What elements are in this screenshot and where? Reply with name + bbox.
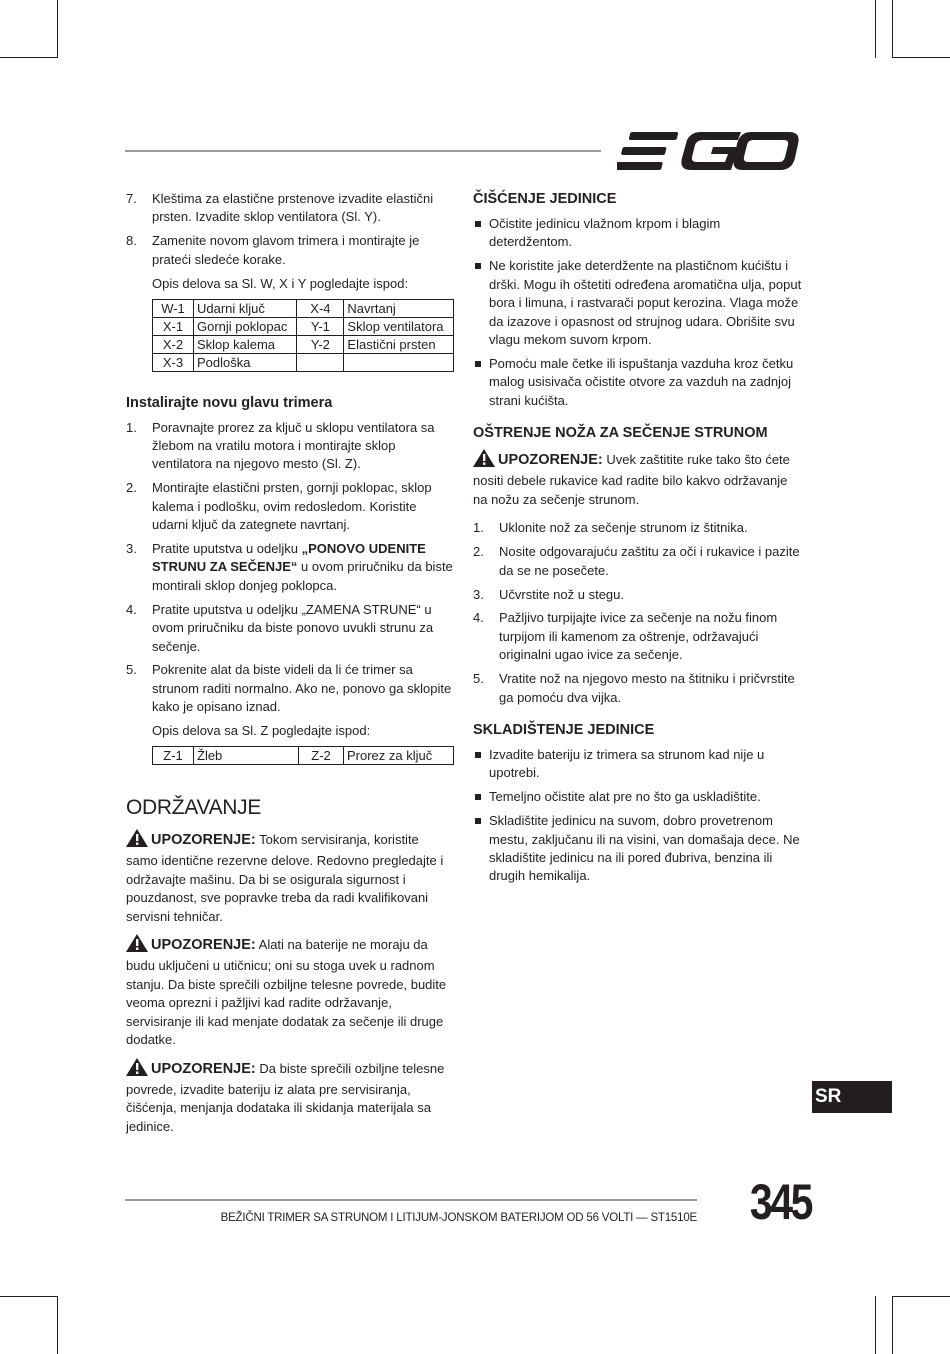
sharpen-heading: OŠTRENJE NOŽA ZA SEČENJE STRUNOM xyxy=(473,425,768,442)
list-item: Temeljno očistite alat pre no što ga uskladištite. xyxy=(473,788,803,806)
ego-logo xyxy=(617,130,801,172)
crop-mark xyxy=(0,57,58,58)
footer-rule xyxy=(125,1199,697,1201)
table-row: Z-1 Žleb Z-2 Prorez za ključ xyxy=(153,747,454,765)
table-row: X-3 Podloška xyxy=(153,353,454,371)
cleaning-list xyxy=(473,215,803,410)
warning-triangle-icon xyxy=(126,829,148,852)
ego-logo-icon xyxy=(617,130,801,172)
parts-table-z xyxy=(152,746,454,765)
sharpen-steps-list xyxy=(473,519,803,707)
section-reference: „PONOVO UDENITE STRUNU ZA SEČENJE“ xyxy=(152,540,426,575)
list-item: 3. Pratite uputstva u odeljku „PONOVO UDENITE STRUNU ZA SEČENJE“ u ovom priručniku da biste montirali sklop donjeg poklopca. xyxy=(126,540,453,593)
list-item: 3. Učvrstite nož u stegu. xyxy=(473,586,624,602)
list-item: Pomoću male četke ili ispuštanja vazduha kroz četku malog usisivača očistite otvore za vazduh na zadnjoj strani kućišta. xyxy=(473,355,803,410)
warning-paragraph: UPOZORENJE: Alati na baterije ne moraju da budu uključeni u utičnicu; oni su stoga uvek u radnom stanju. Da biste sprečili ozbiljne telesne povrede, budite veoma oprezni i pažljivi kad radite održavanje, servisiranje ili kad menjate dodatak za sečenje ili druge dodatke. xyxy=(126,934,454,1049)
steps-top-list xyxy=(126,190,454,269)
crop-mark xyxy=(875,0,876,58)
warning-triangle-icon xyxy=(126,1058,148,1081)
crop-mark xyxy=(892,1296,950,1297)
header-rule xyxy=(125,150,601,152)
list-item: 5. Pokrenite alat da biste videli da li će trimer sa strunom raditi normalno. Ako ne, ponovo ga sklopite kako je opisano iznad. xyxy=(126,662,452,715)
list-item: 8. Zamenite novom glavom trimera i montirajte je prateći sledeće korake. xyxy=(126,233,420,267)
crop-mark xyxy=(892,57,950,58)
table-row: X-2 Sklop kalema Y-2 Elastični prsten xyxy=(153,335,454,353)
install-steps-list xyxy=(126,419,454,717)
list-item: 2. Nosite odgovarajuću zaštitu za oči i rukavice i pazite da se ne posečete. xyxy=(473,544,800,578)
crop-mark xyxy=(892,0,893,58)
storage-list xyxy=(473,746,803,886)
warning-paragraph: UPOZORENJE: Tokom servisiranja, koristite samo identične rezervne delove. Redovno pregledajte i održavajte mašinu. Da bi se osigurala sigurnost i pouzdanost, sve popravke treba da radi kvalifikovani servisni tehničar. xyxy=(126,829,454,926)
parts-intro: Opis delova sa Sl. W, X i Y pogledajte ispod: xyxy=(152,275,409,291)
left-column xyxy=(126,190,454,1144)
cleaning-heading: ČIŠĆENJE JEDINICE xyxy=(473,191,617,207)
crop-mark xyxy=(57,1296,58,1354)
list-item: Skladištite jedinicu na suvom, dobro provetrenom mestu, zaključanu ili na visini, van domašaja dece. Ne skladištite jedinicu na ili pored đubriva, benzina ili drugih hemikalija. xyxy=(473,812,803,886)
parts-intro: Opis delova sa Sl. Z pogledajte ispod: xyxy=(152,723,371,739)
warning-paragraph: UPOZORENJE: Uvek zaštitite ruke tako što ćete nositi debele rukavice kad radite bilo kakvo održavanje na nožu za sečenje strunom. xyxy=(473,449,803,509)
parts-table-wxy xyxy=(152,299,454,372)
right-column xyxy=(473,190,803,891)
maintenance-heading: ODRŽAVANJE xyxy=(126,796,262,820)
list-item: Očistite jedinicu vlažnom krpom i blagim deterdžentom. xyxy=(473,215,803,252)
list-item: 4. Pažljivo turpijajte ivice za sečenje na nožu finom turpijom ili kamenom za oštrenje, održavajući originalni ugao ivice za sečenje. xyxy=(473,610,778,663)
page-number: 345 xyxy=(749,1174,811,1230)
list-item: 1. Poravnajte prorez za ključ u sklopu ventilatora sa žlebom na vratilu motora i montirajte sklop ventilatora na njegovo mesto (Sl. Z). xyxy=(126,419,435,472)
table-row: X-1 Gornji poklopac Y-1 Sklop ventilatora xyxy=(153,317,454,335)
list-item: 1. Uklonite nož za sečenje strunom iz štitnika. xyxy=(473,520,748,536)
crop-mark xyxy=(57,0,58,58)
list-item: 4. Pratite uputstva u odeljku „ZAMENA STRUNE“ u ovom priručniku da biste ponovo uvukli strunu za sečenje. xyxy=(126,601,434,654)
list-item: Izvadite bateriju iz trimera sa strunom kad nije u upotrebi. xyxy=(473,746,803,783)
crop-mark xyxy=(875,1296,876,1354)
storage-heading: SKLADIŠTENJE JEDINICE xyxy=(473,721,655,738)
warning-paragraph: UPOZORENJE: Da biste sprečili ozbiljne telesne povrede, izvadite bateriju iz alata pre servisiranja, čišćenja, menjanja dodataka ili skidanja materijala sa jedinice. xyxy=(126,1058,454,1137)
warning-triangle-icon xyxy=(126,934,148,957)
list-item: 5. Vratite nož na njegovo mesto na štitniku i pričvrstite ga pomoću dva vijka. xyxy=(473,671,795,705)
list-item: 2. Montirajte elastični prsten, gornji poklopac, sklop kalema i podlošku, ovim redosledom. Koristite udarni ključ da zategnete navrtanj. xyxy=(126,480,432,533)
list-item: 7. Kleštima za elastične prstenove izvadite elastični prsten. Izvadite sklop ventilatora (Sl. Y). xyxy=(126,191,434,225)
table-row: W-1 Udarni ključ X-4 Navrtanj xyxy=(153,299,454,317)
install-heading: Instalirajte novu glavu trimera xyxy=(126,394,333,411)
footer-text: BEŽIČNI TRIMER SA STRUNOM I LITIJUM-JONSKOM BATERIJOM OD 56 VOLTI — ST1510E xyxy=(220,1212,697,1224)
language-tab: SR xyxy=(812,1081,892,1113)
warning-triangle-icon xyxy=(473,449,495,472)
crop-mark xyxy=(0,1296,58,1297)
crop-mark xyxy=(892,1296,893,1354)
list-item: Ne koristite jake deterdžente na plastičnom kućištu i drški. Mogu ih oštetiti određena aromatična ulja, poput bora i limuna, i rastvarači poput kerozina. Vlaga može da izazove i opasnost od strujnog udara. Obrišite svu vlagu mekom suvom krpom. xyxy=(473,257,803,349)
